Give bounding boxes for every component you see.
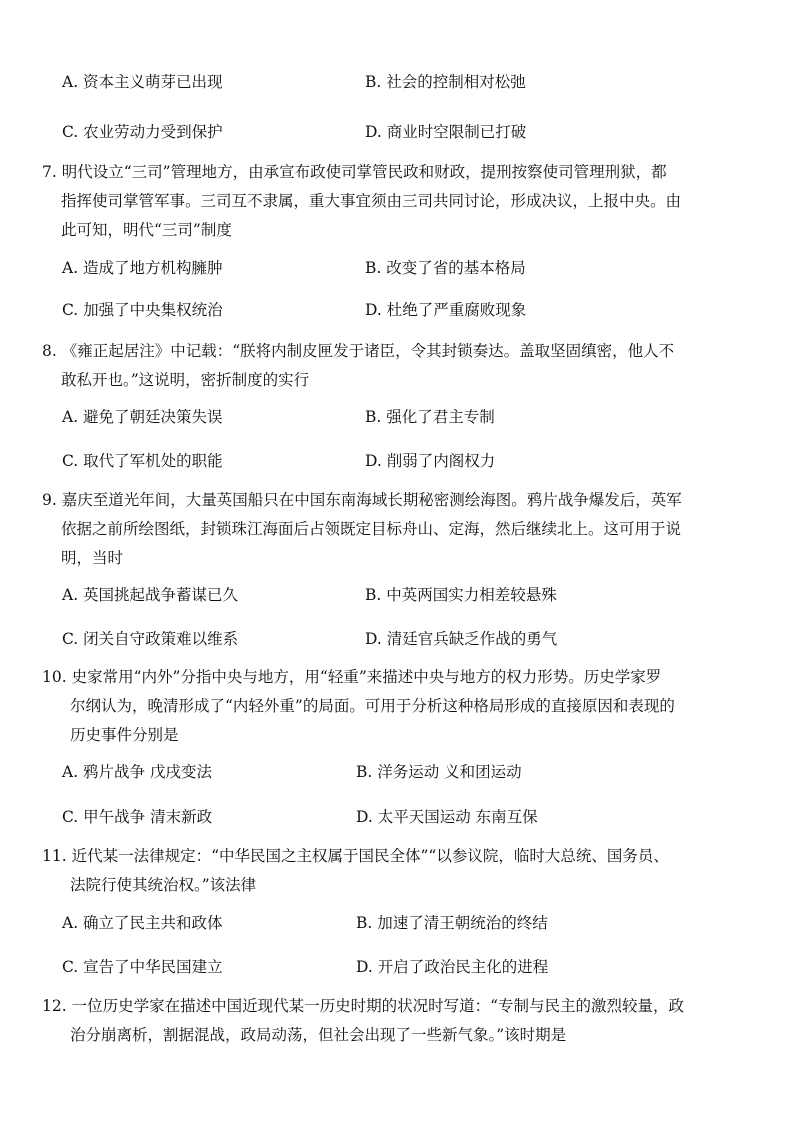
question-9 bbox=[42, 486, 754, 573]
q9-stem-line-3: 明，当时 bbox=[61, 549, 124, 567]
q7-options-row-1 bbox=[62, 256, 762, 280]
q9-options-row-1 bbox=[62, 583, 762, 607]
q11-option-b[interactable]: B. 加速了清王朝统治的终结 bbox=[356, 914, 548, 932]
q7-option-a[interactable]: A. 造成了地方机构臃肿 bbox=[62, 259, 223, 277]
q7-option-d[interactable]: D. 杜绝了严重腐败现象 bbox=[365, 301, 527, 319]
q6-option-b[interactable]: B. 社会的控制相对松弛 bbox=[365, 73, 526, 91]
q11-option-c[interactable]: C. 宣告了中华民国建立 bbox=[62, 958, 223, 976]
q11-stem-line-2: 法院行使其统治权。”该法律 bbox=[70, 876, 257, 894]
q12-stem-line-2: 治分崩离析，割据混战，政局动荡，但社会出现了一些新气象。”该时期是 bbox=[70, 1026, 567, 1044]
q7-option-c[interactable]: C. 加强了中央集权统治 bbox=[62, 301, 223, 319]
q11-options-row-1 bbox=[62, 911, 762, 935]
q10-options-row-2 bbox=[62, 805, 762, 829]
q8-option-d[interactable]: D. 削弱了内阁权力 bbox=[365, 452, 496, 470]
q7-stem-line-3: 此可知，明代“三司”制度 bbox=[61, 221, 232, 239]
q6-options-row-2 bbox=[62, 120, 762, 144]
q8-options-row-2 bbox=[62, 449, 762, 473]
q7-stem-line-1: 7. 明代设立“三司”管理地方，由承宣布政使司掌管民政和财政，提刑按察使司管理刑狱，都 bbox=[42, 163, 667, 181]
q10-stem-line-3: 历史事件分别是 bbox=[70, 726, 179, 744]
q8-option-c[interactable]: C. 取代了军机处的职能 bbox=[62, 452, 223, 470]
q6-option-c[interactable]: C. 农业劳动力受到保护 bbox=[62, 123, 223, 141]
q10-stem-line-2: 尔纲认为，晚清形成了“内轻外重”的局面。可用于分析这种格局形成的直接原因和表现的 bbox=[70, 697, 675, 715]
q10-option-d[interactable]: D. 太平天国运动 东南互保 bbox=[356, 808, 538, 826]
q9-options-row-2 bbox=[62, 627, 762, 651]
q11-option-d[interactable]: D. 开启了政治民主化的进程 bbox=[356, 958, 549, 976]
q8-option-b[interactable]: B. 强化了君主专制 bbox=[365, 408, 495, 426]
q9-option-b[interactable]: B. 中英两国实力相差较悬殊 bbox=[365, 586, 557, 604]
q8-stem-line-1: 8. 《雍正起居注》中记载：“朕将内制皮匣发于诸臣，令其封锁奏达。盖取坚固缜密，他人不 bbox=[42, 342, 675, 360]
q6-options-row-1 bbox=[62, 70, 762, 94]
q11-stem-line-1: 11. 近代某一法律规定：“中华民国之主权属于国民全体”“以参议院，临时大总统、国务员、 bbox=[42, 847, 669, 865]
question-10 bbox=[42, 663, 754, 750]
q9-stem-line-1: 9. 嘉庆至道光年间，大量英国船只在中国东南海域长期秘密测绘海图。鸦片战争爆发后，英军 bbox=[42, 491, 682, 509]
q11-options-row-2 bbox=[62, 955, 762, 979]
question-7 bbox=[42, 158, 754, 245]
q8-options-row-1 bbox=[62, 405, 762, 429]
q10-option-c[interactable]: C. 甲午战争 清末新政 bbox=[62, 808, 213, 826]
q9-option-a[interactable]: A. 英国挑起战争蓄谋已久 bbox=[62, 586, 239, 604]
q8-stem-line-2: 敢私开也。”这说明，密折制度的实行 bbox=[61, 371, 310, 389]
q10-stem-line-1: 10. 史家常用“内外”分指中央与地方，用“轻重”来描述中央与地方的权力形势。历史学家罗 bbox=[42, 668, 662, 686]
q10-options-row-1 bbox=[62, 760, 762, 784]
q10-option-a[interactable]: A. 鸦片战争 戊戌变法 bbox=[62, 763, 212, 781]
question-12 bbox=[42, 992, 754, 1050]
q6-option-a[interactable]: A. 资本主义萌芽已出现 bbox=[62, 73, 223, 91]
q6-option-d[interactable]: D. 商业时空限制已打破 bbox=[365, 123, 527, 141]
q9-option-d[interactable]: D. 清廷官兵缺乏作战的勇气 bbox=[365, 630, 558, 648]
q7-stem-line-2: 指挥使司掌管军事。三司互不隶属，重大事宜须由三司共同讨论，形成决议，上报中央。由 bbox=[61, 192, 682, 210]
q11-option-a[interactable]: A. 确立了民主共和政体 bbox=[62, 914, 223, 932]
q8-option-a[interactable]: A. 避免了朝廷决策失误 bbox=[62, 408, 223, 426]
q7-options-row-2 bbox=[62, 298, 762, 322]
q7-option-b[interactable]: B. 改变了省的基本格局 bbox=[365, 259, 526, 277]
q12-stem-line-1: 12. 一位历史学家在描述中国近现代某一历史时期的状况时写道：“专制与民主的激烈较量，政 bbox=[42, 997, 685, 1015]
question-11 bbox=[42, 842, 754, 900]
q9-stem-line-2: 依据之前所绘图纸，封锁珠江海面后占领既定目标舟山、定海，然后继续北上。这可用于说 bbox=[61, 520, 682, 538]
q10-option-b[interactable]: B. 洋务运动 义和团运动 bbox=[356, 763, 522, 781]
q9-option-c[interactable]: C. 闭关自守政策难以维系 bbox=[62, 630, 239, 648]
question-8 bbox=[42, 337, 754, 395]
